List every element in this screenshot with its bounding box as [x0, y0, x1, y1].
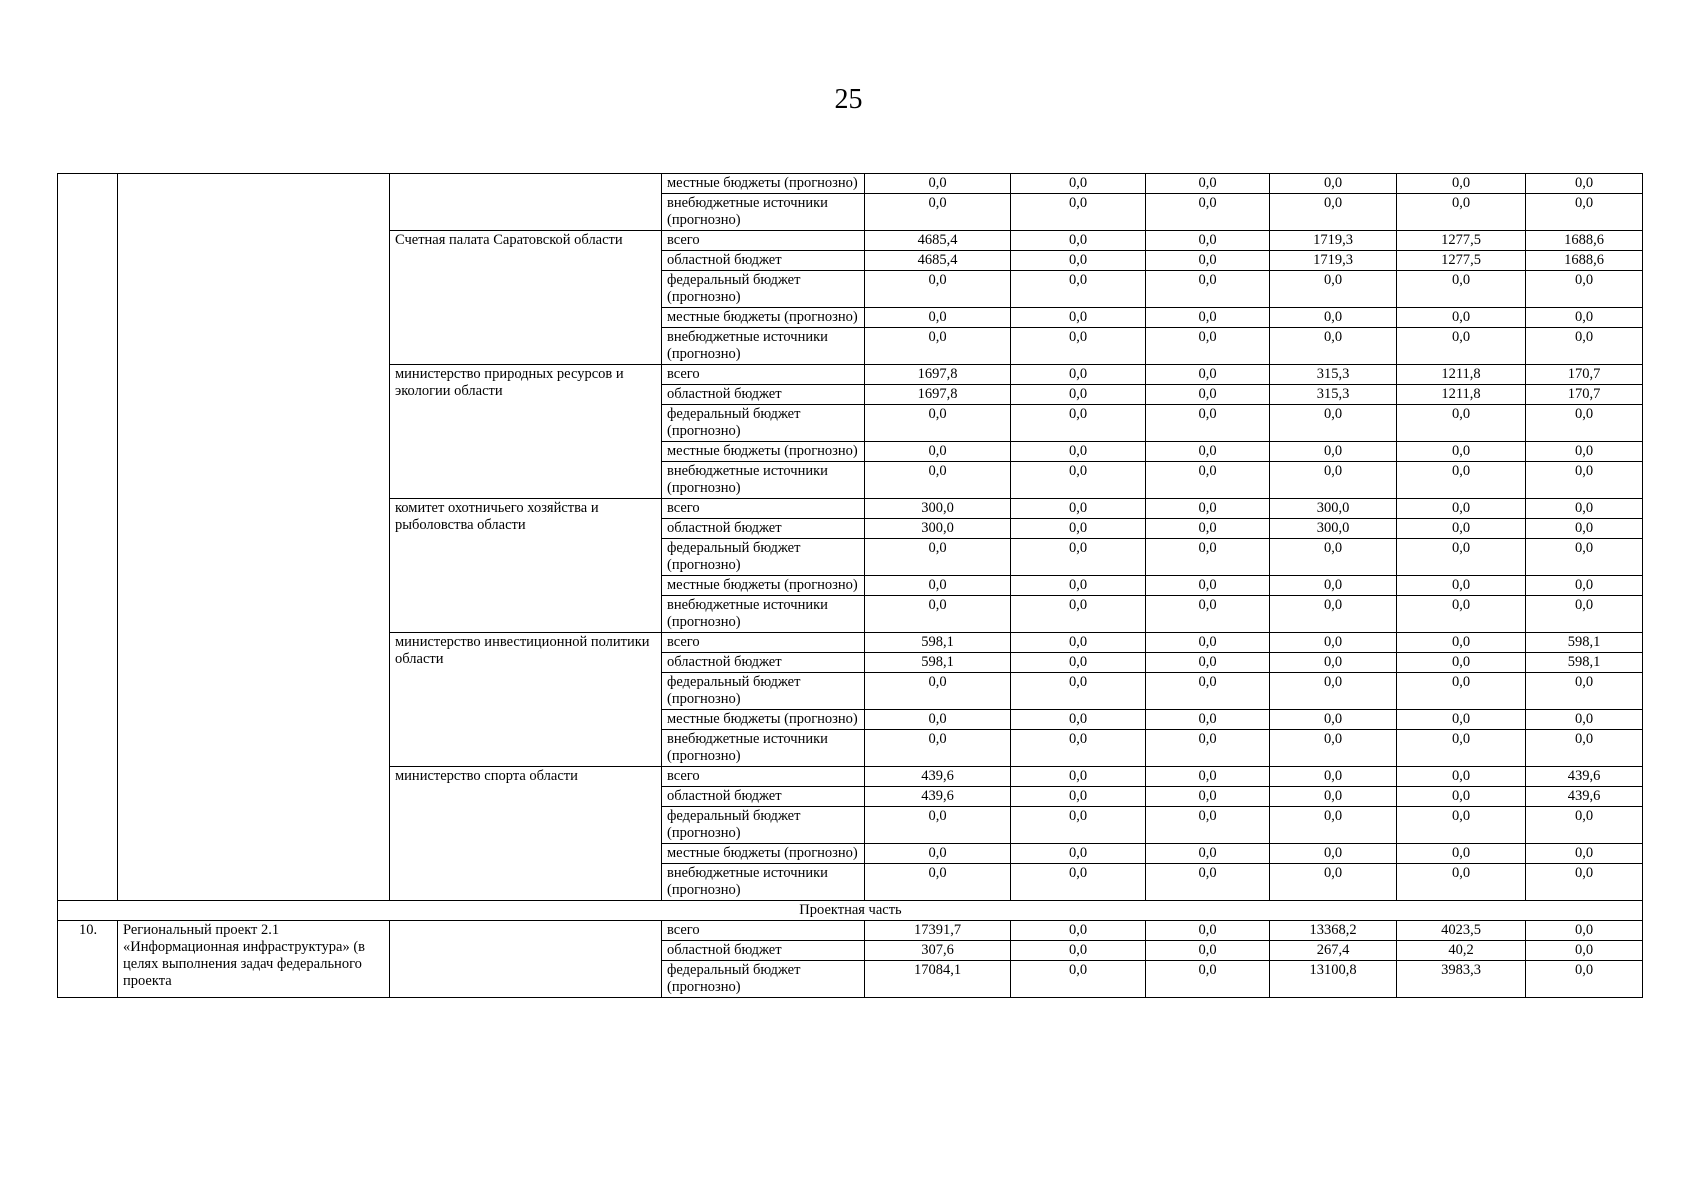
budget-table	[57, 173, 1643, 998]
amount-cell: 0,0	[1397, 405, 1526, 442]
amount-cell: 1211,8	[1397, 385, 1526, 405]
amount-cell: 13100,8	[1270, 961, 1397, 998]
amount-cell: 0,0	[1526, 539, 1643, 576]
amount-cell: 0,0	[1011, 462, 1146, 499]
amount-cell: 300,0	[1270, 519, 1397, 539]
row-number-cell	[58, 174, 118, 901]
amount-cell: 0,0	[1397, 442, 1526, 462]
amount-cell: 439,6	[1526, 767, 1643, 787]
funding-source: областной бюджет	[662, 653, 865, 673]
amount-cell: 0,0	[1146, 961, 1270, 998]
amount-cell: 0,0	[865, 405, 1011, 442]
amount-cell: 0,0	[1526, 730, 1643, 767]
table-row	[58, 921, 1643, 941]
amount-cell: 0,0	[1526, 710, 1643, 730]
amount-cell: 170,7	[1526, 385, 1643, 405]
amount-cell: 0,0	[1397, 596, 1526, 633]
amount-cell: 0,0	[1011, 730, 1146, 767]
funding-source: всего	[662, 921, 865, 941]
amount-cell: 0,0	[865, 864, 1011, 901]
amount-cell: 0,0	[1526, 328, 1643, 365]
funding-source: внебюджетные источники (прогнозно)	[662, 462, 865, 499]
amount-cell: 3983,3	[1397, 961, 1526, 998]
amount-cell: 0,0	[1270, 271, 1397, 308]
funding-source: местные бюджеты (прогнозно)	[662, 308, 865, 328]
amount-cell: 0,0	[1270, 194, 1397, 231]
amount-cell: 598,1	[865, 653, 1011, 673]
executor-cell: Счетная палата Саратовской области	[390, 231, 662, 365]
amount-cell: 0,0	[1146, 787, 1270, 807]
amount-cell: 0,0	[865, 462, 1011, 499]
amount-cell: 0,0	[1146, 864, 1270, 901]
amount-cell: 4685,4	[865, 231, 1011, 251]
amount-cell: 0,0	[1270, 596, 1397, 633]
amount-cell: 0,0	[1011, 921, 1146, 941]
amount-cell: 0,0	[865, 271, 1011, 308]
amount-cell: 0,0	[1270, 787, 1397, 807]
amount-cell: 0,0	[1011, 194, 1146, 231]
amount-cell: 0,0	[1011, 405, 1146, 442]
amount-cell: 0,0	[1011, 864, 1146, 901]
amount-cell: 0,0	[1397, 576, 1526, 596]
project-name-cell: Региональный проект 2.1 «Информационная инфраструктура» (в целях выполнения задач федерального проекта	[118, 921, 390, 998]
amount-cell: 0,0	[1397, 462, 1526, 499]
amount-cell: 0,0	[1011, 251, 1146, 271]
amount-cell: 0,0	[1011, 633, 1146, 653]
amount-cell: 0,0	[1146, 194, 1270, 231]
amount-cell: 0,0	[1397, 673, 1526, 710]
amount-cell: 0,0	[1011, 539, 1146, 576]
funding-source: местные бюджеты (прогнозно)	[662, 442, 865, 462]
amount-cell: 0,0	[1270, 710, 1397, 730]
amount-cell: 0,0	[1270, 767, 1397, 787]
funding-source: всего	[662, 365, 865, 385]
amount-cell: 0,0	[1397, 328, 1526, 365]
amount-cell: 0,0	[1146, 941, 1270, 961]
amount-cell: 17391,7	[865, 921, 1011, 941]
amount-cell: 598,1	[1526, 633, 1643, 653]
amount-cell: 0,0	[1146, 633, 1270, 653]
section-header: Проектная часть	[58, 901, 1643, 921]
amount-cell: 0,0	[865, 308, 1011, 328]
funding-source: областной бюджет	[662, 787, 865, 807]
amount-cell: 0,0	[1011, 271, 1146, 308]
amount-cell: 0,0	[1397, 194, 1526, 231]
amount-cell: 0,0	[1270, 442, 1397, 462]
funding-source: федеральный бюджет (прогнозно)	[662, 807, 865, 844]
amount-cell: 0,0	[1526, 844, 1643, 864]
amount-cell: 0,0	[1397, 730, 1526, 767]
amount-cell: 0,0	[1397, 864, 1526, 901]
amount-cell: 0,0	[1526, 961, 1643, 998]
amount-cell: 0,0	[1526, 941, 1643, 961]
funding-source: всего	[662, 499, 865, 519]
funding-source: внебюджетные источники (прогнозно)	[662, 194, 865, 231]
amount-cell: 300,0	[865, 499, 1011, 519]
amount-cell: 0,0	[1526, 308, 1643, 328]
amount-cell: 0,0	[1397, 308, 1526, 328]
amount-cell: 0,0	[1146, 365, 1270, 385]
funding-source: всего	[662, 633, 865, 653]
amount-cell: 0,0	[1011, 328, 1146, 365]
amount-cell: 315,3	[1270, 385, 1397, 405]
funding-source: федеральный бюджет (прогнозно)	[662, 405, 865, 442]
amount-cell: 0,0	[1397, 499, 1526, 519]
amount-cell: 0,0	[865, 596, 1011, 633]
amount-cell: 0,0	[1146, 385, 1270, 405]
executor-cell: комитет охотничьего хозяйства и рыболовства области	[390, 499, 662, 633]
amount-cell: 1719,3	[1270, 251, 1397, 271]
amount-cell: 0,0	[1011, 365, 1146, 385]
amount-cell: 0,0	[1526, 499, 1643, 519]
amount-cell: 0,0	[865, 539, 1011, 576]
amount-cell: 4685,4	[865, 251, 1011, 271]
funding-source: местные бюджеты (прогнозно)	[662, 576, 865, 596]
funding-source: областной бюджет	[662, 519, 865, 539]
amount-cell: 0,0	[1526, 596, 1643, 633]
funding-source: местные бюджеты (прогнозно)	[662, 174, 865, 194]
amount-cell: 13368,2	[1270, 921, 1397, 941]
funding-source: всего	[662, 231, 865, 251]
amount-cell: 0,0	[865, 328, 1011, 365]
amount-cell: 1688,6	[1526, 231, 1643, 251]
amount-cell: 0,0	[1011, 767, 1146, 787]
amount-cell: 0,0	[1397, 653, 1526, 673]
funding-source: всего	[662, 767, 865, 787]
amount-cell: 0,0	[1146, 596, 1270, 633]
funding-source: федеральный бюджет (прогнозно)	[662, 271, 865, 308]
amount-cell: 1719,3	[1270, 231, 1397, 251]
amount-cell: 0,0	[1270, 864, 1397, 901]
amount-cell: 0,0	[865, 673, 1011, 710]
amount-cell: 0,0	[1011, 596, 1146, 633]
amount-cell: 0,0	[1146, 231, 1270, 251]
funding-source: федеральный бюджет (прогнозно)	[662, 961, 865, 998]
amount-cell: 0,0	[1270, 730, 1397, 767]
amount-cell: 1277,5	[1397, 251, 1526, 271]
amount-cell: 439,6	[865, 787, 1011, 807]
amount-cell: 0,0	[1270, 576, 1397, 596]
funding-source: областной бюджет	[662, 251, 865, 271]
funding-source: областной бюджет	[662, 941, 865, 961]
amount-cell: 0,0	[1146, 442, 1270, 462]
amount-cell: 0,0	[1011, 961, 1146, 998]
funding-source: федеральный бюджет (прогнозно)	[662, 673, 865, 710]
amount-cell: 0,0	[1526, 271, 1643, 308]
amount-cell: 0,0	[1526, 576, 1643, 596]
amount-cell: 0,0	[1397, 807, 1526, 844]
amount-cell: 0,0	[1011, 941, 1146, 961]
amount-cell: 0,0	[1011, 710, 1146, 730]
amount-cell: 0,0	[1270, 633, 1397, 653]
executor-cell	[390, 174, 662, 231]
amount-cell: 0,0	[865, 174, 1011, 194]
amount-cell: 0,0	[1011, 787, 1146, 807]
executor-cell: министерство природных ресурсов и экологии области	[390, 365, 662, 499]
amount-cell: 0,0	[1397, 633, 1526, 653]
amount-cell: 0,0	[1146, 251, 1270, 271]
amount-cell: 0,0	[1526, 807, 1643, 844]
amount-cell: 1697,8	[865, 365, 1011, 385]
amount-cell: 0,0	[1011, 308, 1146, 328]
amount-cell: 0,0	[1011, 844, 1146, 864]
amount-cell: 0,0	[1011, 442, 1146, 462]
amount-cell: 0,0	[1011, 499, 1146, 519]
amount-cell: 0,0	[1146, 807, 1270, 844]
amount-cell: 0,0	[1526, 174, 1643, 194]
amount-cell: 0,0	[1011, 576, 1146, 596]
funding-source: внебюджетные источники (прогнозно)	[662, 864, 865, 901]
amount-cell: 0,0	[1397, 174, 1526, 194]
executor-cell: министерство инвестиционной политики области	[390, 633, 662, 767]
funding-source: внебюджетные источники (прогнозно)	[662, 596, 865, 633]
funding-source: федеральный бюджет (прогнозно)	[662, 539, 865, 576]
amount-cell: 0,0	[1146, 405, 1270, 442]
amount-cell: 300,0	[1270, 499, 1397, 519]
amount-cell: 0,0	[1397, 767, 1526, 787]
amount-cell: 40,2	[1397, 941, 1526, 961]
amount-cell: 0,0	[1146, 308, 1270, 328]
amount-cell: 0,0	[1397, 519, 1526, 539]
amount-cell: 0,0	[1146, 519, 1270, 539]
amount-cell: 0,0	[1146, 174, 1270, 194]
amount-cell: 0,0	[1270, 308, 1397, 328]
funding-source: внебюджетные источники (прогнозно)	[662, 730, 865, 767]
amount-cell: 439,6	[865, 767, 1011, 787]
amount-cell: 1697,8	[865, 385, 1011, 405]
amount-cell: 0,0	[1526, 194, 1643, 231]
amount-cell: 4023,5	[1397, 921, 1526, 941]
amount-cell: 0,0	[1011, 653, 1146, 673]
amount-cell: 0,0	[1011, 519, 1146, 539]
amount-cell: 0,0	[1397, 787, 1526, 807]
amount-cell: 307,6	[865, 941, 1011, 961]
amount-cell: 0,0	[1270, 539, 1397, 576]
amount-cell: 0,0	[865, 442, 1011, 462]
amount-cell: 598,1	[865, 633, 1011, 653]
page-number: 25	[834, 84, 863, 115]
amount-cell: 0,0	[1270, 844, 1397, 864]
amount-cell: 0,0	[865, 576, 1011, 596]
amount-cell: 1688,6	[1526, 251, 1643, 271]
amount-cell: 0,0	[1526, 673, 1643, 710]
amount-cell: 0,0	[1011, 385, 1146, 405]
section-header-row	[58, 901, 1643, 921]
amount-cell: 0,0	[1526, 864, 1643, 901]
amount-cell: 0,0	[1146, 539, 1270, 576]
amount-cell: 0,0	[865, 710, 1011, 730]
amount-cell: 0,0	[1146, 921, 1270, 941]
amount-cell: 0,0	[1146, 730, 1270, 767]
amount-cell: 0,0	[1146, 710, 1270, 730]
amount-cell: 0,0	[1270, 462, 1397, 499]
amount-cell: 0,0	[1011, 673, 1146, 710]
amount-cell: 0,0	[1397, 271, 1526, 308]
amount-cell: 0,0	[1270, 807, 1397, 844]
amount-cell: 267,4	[1270, 941, 1397, 961]
amount-cell: 0,0	[1146, 271, 1270, 308]
executor-cell	[390, 921, 662, 998]
amount-cell: 0,0	[1146, 328, 1270, 365]
amount-cell: 170,7	[1526, 365, 1643, 385]
amount-cell: 0,0	[1526, 462, 1643, 499]
table-row	[58, 174, 1643, 194]
funding-source: внебюджетные источники (прогнозно)	[662, 328, 865, 365]
amount-cell: 0,0	[1397, 539, 1526, 576]
amount-cell: 439,6	[1526, 787, 1643, 807]
amount-cell: 0,0	[865, 730, 1011, 767]
amount-cell: 17084,1	[865, 961, 1011, 998]
amount-cell: 0,0	[1270, 174, 1397, 194]
amount-cell: 0,0	[1146, 462, 1270, 499]
amount-cell: 0,0	[1526, 442, 1643, 462]
amount-cell: 0,0	[1011, 807, 1146, 844]
activity-name-cell	[118, 174, 390, 901]
amount-cell: 0,0	[1270, 405, 1397, 442]
amount-cell: 0,0	[1011, 231, 1146, 251]
amount-cell: 598,1	[1526, 653, 1643, 673]
amount-cell: 0,0	[1397, 844, 1526, 864]
amount-cell: 0,0	[1146, 673, 1270, 710]
amount-cell: 0,0	[865, 194, 1011, 231]
amount-cell: 0,0	[1146, 576, 1270, 596]
amount-cell: 300,0	[865, 519, 1011, 539]
amount-cell: 0,0	[1397, 710, 1526, 730]
executor-cell: министерство спорта области	[390, 767, 662, 901]
amount-cell: 1277,5	[1397, 231, 1526, 251]
row-number-cell: 10.	[58, 921, 118, 998]
amount-cell: 315,3	[1270, 365, 1397, 385]
amount-cell: 0,0	[1011, 174, 1146, 194]
amount-cell: 0,0	[1146, 653, 1270, 673]
amount-cell: 0,0	[1270, 673, 1397, 710]
amount-cell: 0,0	[1270, 653, 1397, 673]
amount-cell: 0,0	[865, 807, 1011, 844]
amount-cell: 0,0	[865, 844, 1011, 864]
amount-cell: 1211,8	[1397, 365, 1526, 385]
amount-cell: 0,0	[1146, 499, 1270, 519]
amount-cell: 0,0	[1526, 405, 1643, 442]
funding-source: областной бюджет	[662, 385, 865, 405]
funding-source: местные бюджеты (прогнозно)	[662, 844, 865, 864]
amount-cell: 0,0	[1526, 519, 1643, 539]
funding-source: местные бюджеты (прогнозно)	[662, 710, 865, 730]
amount-cell: 0,0	[1526, 921, 1643, 941]
amount-cell: 0,0	[1270, 328, 1397, 365]
amount-cell: 0,0	[1146, 767, 1270, 787]
amount-cell: 0,0	[1146, 844, 1270, 864]
